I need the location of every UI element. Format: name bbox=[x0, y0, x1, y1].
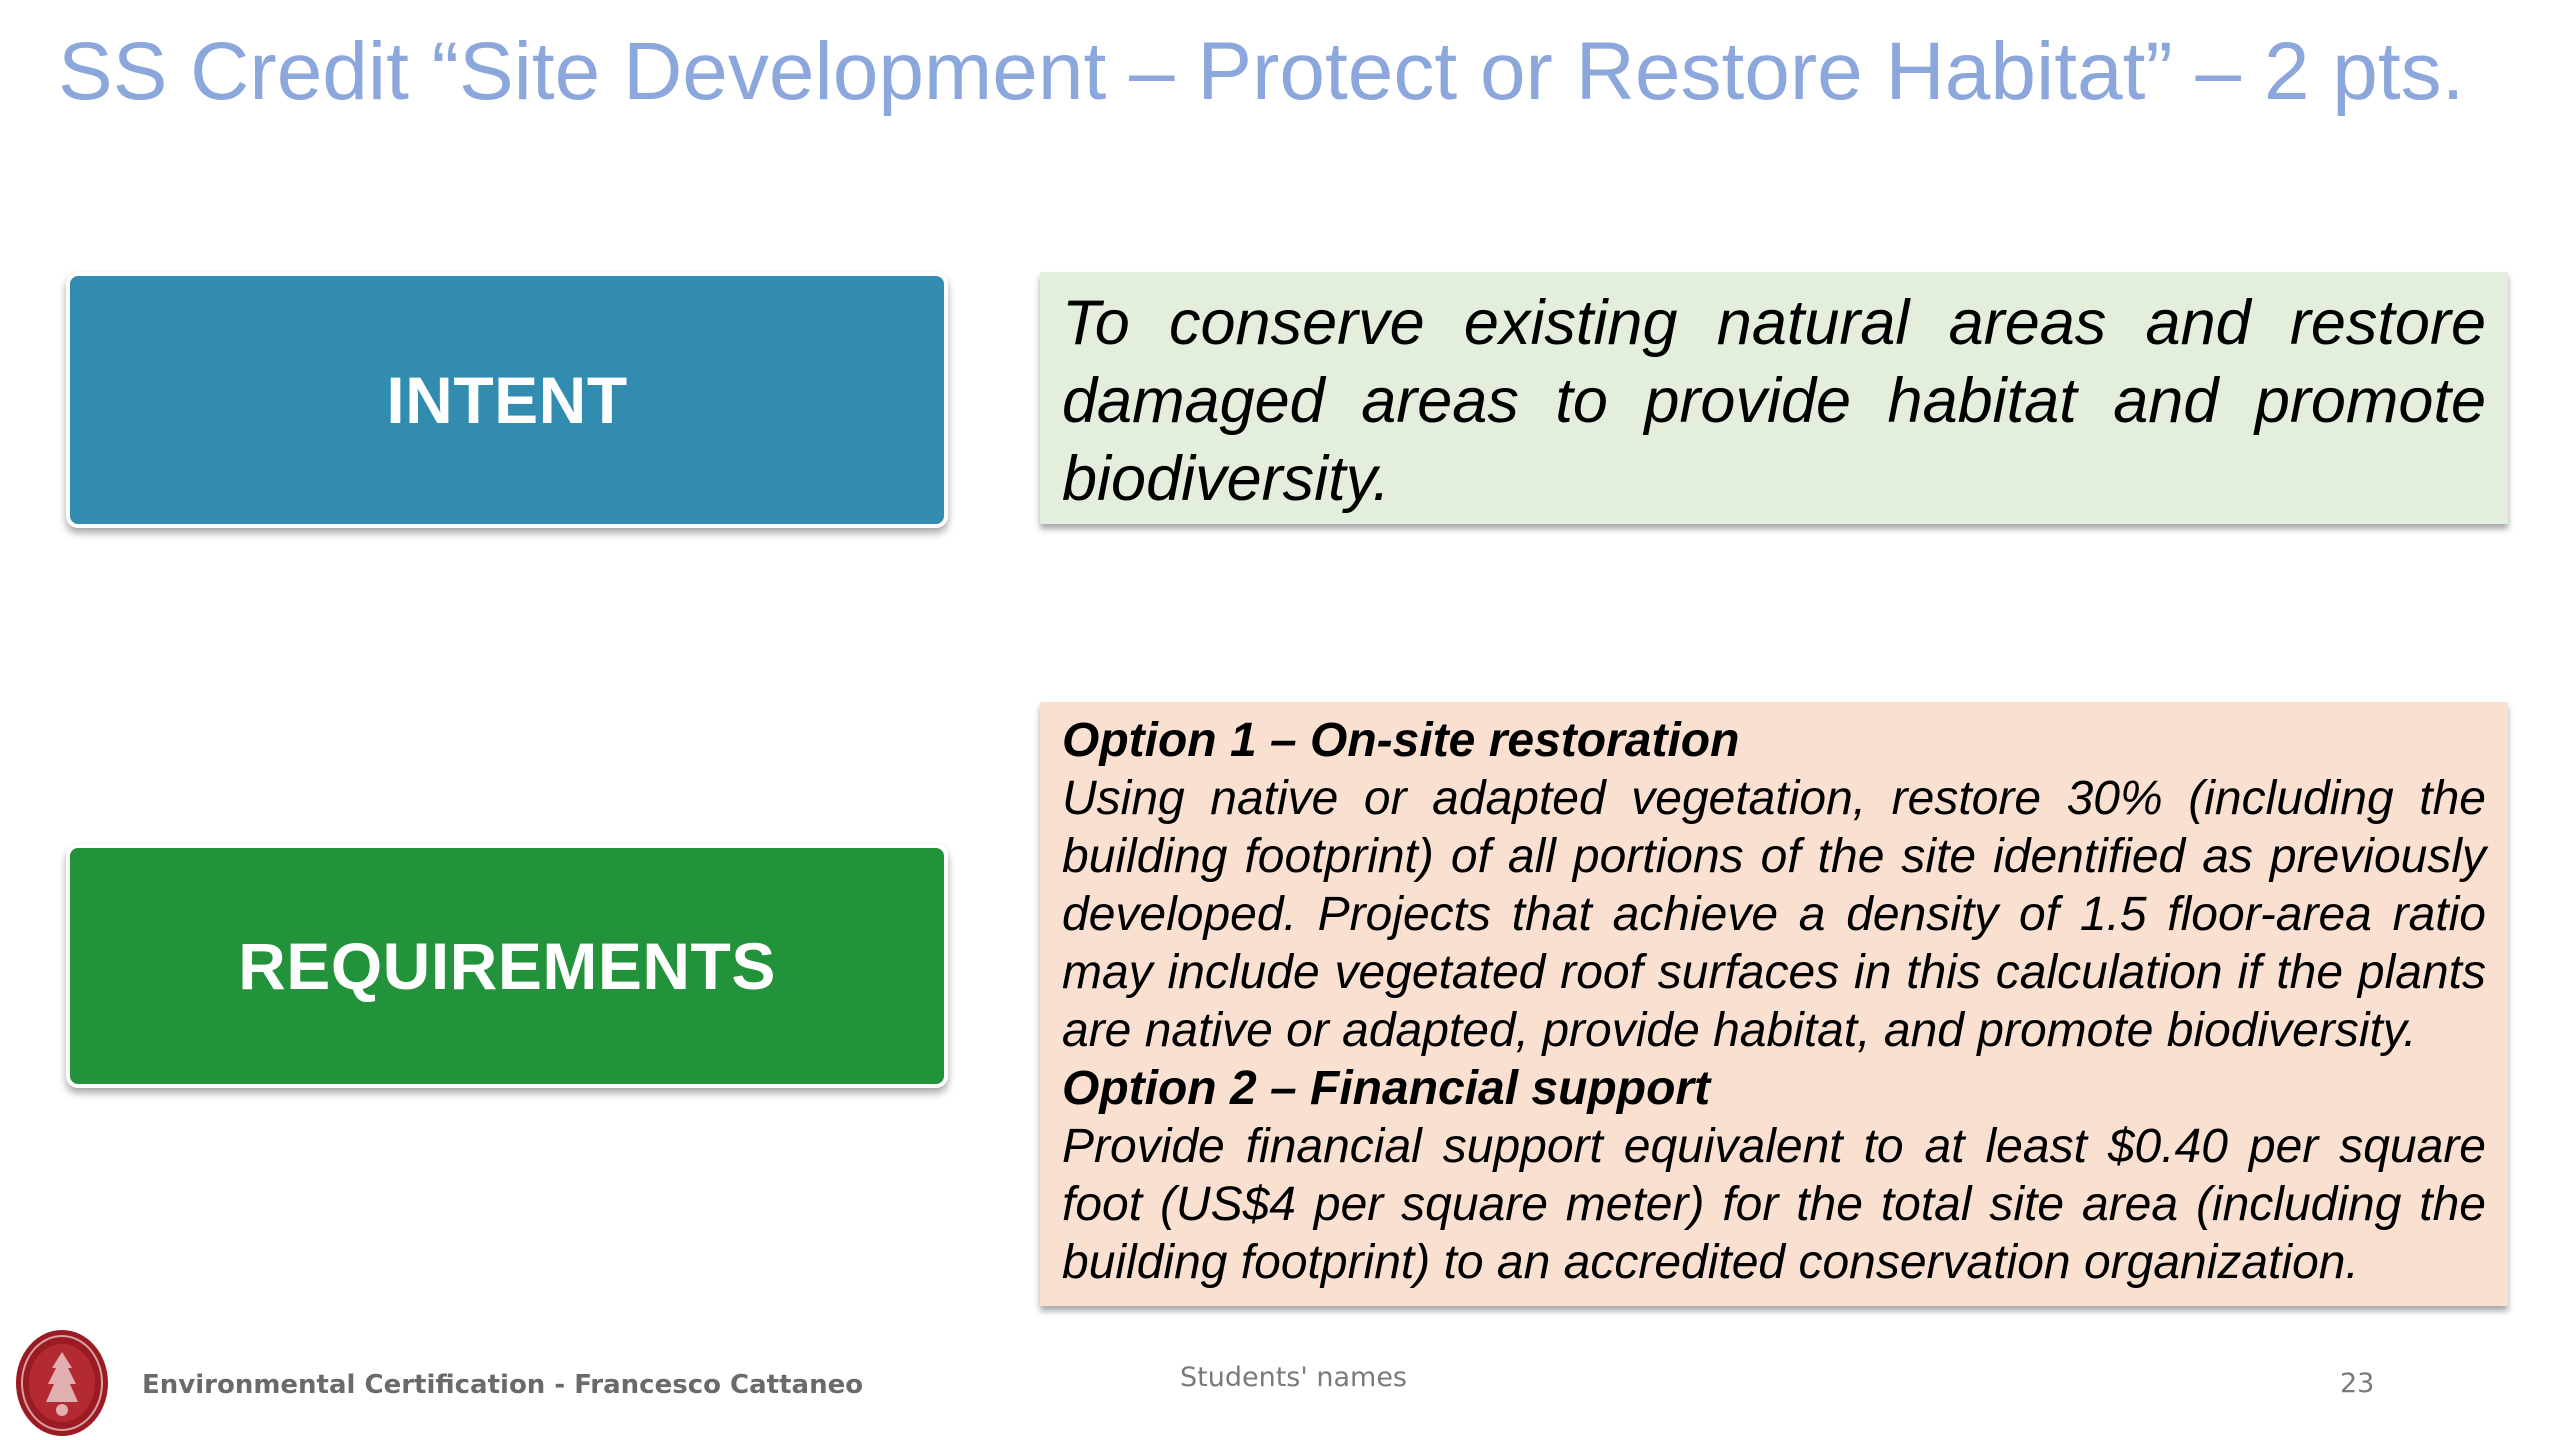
footer-students-names: Students' names bbox=[1180, 1362, 1407, 1393]
requirements-label-box bbox=[66, 844, 948, 1088]
footer-course-text: Environmental Certification - Francesco Cattaneo bbox=[142, 1370, 864, 1400]
option-2-heading: Option 2 – Financial support bbox=[1062, 1062, 1711, 1115]
requirements-label: REQUIREMENTS bbox=[238, 929, 776, 1003]
university-seal-icon bbox=[14, 1328, 110, 1438]
intent-text: To conserve existing natural areas and restore damaged areas to provide habitat and promote biodiversity. bbox=[1062, 288, 2486, 514]
intent-label-box bbox=[66, 272, 948, 528]
intent-text-box bbox=[1040, 272, 2508, 524]
option-1-body: Using native or adapted vegetation, restore 30% (including the building footprint) of all portions of the site identified as previously developed. Projects that achieve a density of 1.5 floor-area ratio may include vegetated roof surfaces in this calculation if the plants are native or adapted, provide habitat, and promote biodiversity. bbox=[1062, 772, 2486, 1057]
slide-title: SS Credit “Site Development – Protect or Restore Habitat” – 2 pts. bbox=[58, 26, 2465, 117]
option-1-heading: Option 1 – On-site restoration bbox=[1062, 714, 1740, 767]
requirements-text-box bbox=[1040, 702, 2508, 1306]
footer-page-number: 23 bbox=[2340, 1368, 2375, 1399]
intent-label: INTENT bbox=[386, 363, 628, 437]
option-2-body: Provide financial support equivalent to at least $0.40 per square foot (US$4 per square meter) for the total site area (including the building footprint) to an accredited conservation organization. bbox=[1062, 1120, 2486, 1289]
